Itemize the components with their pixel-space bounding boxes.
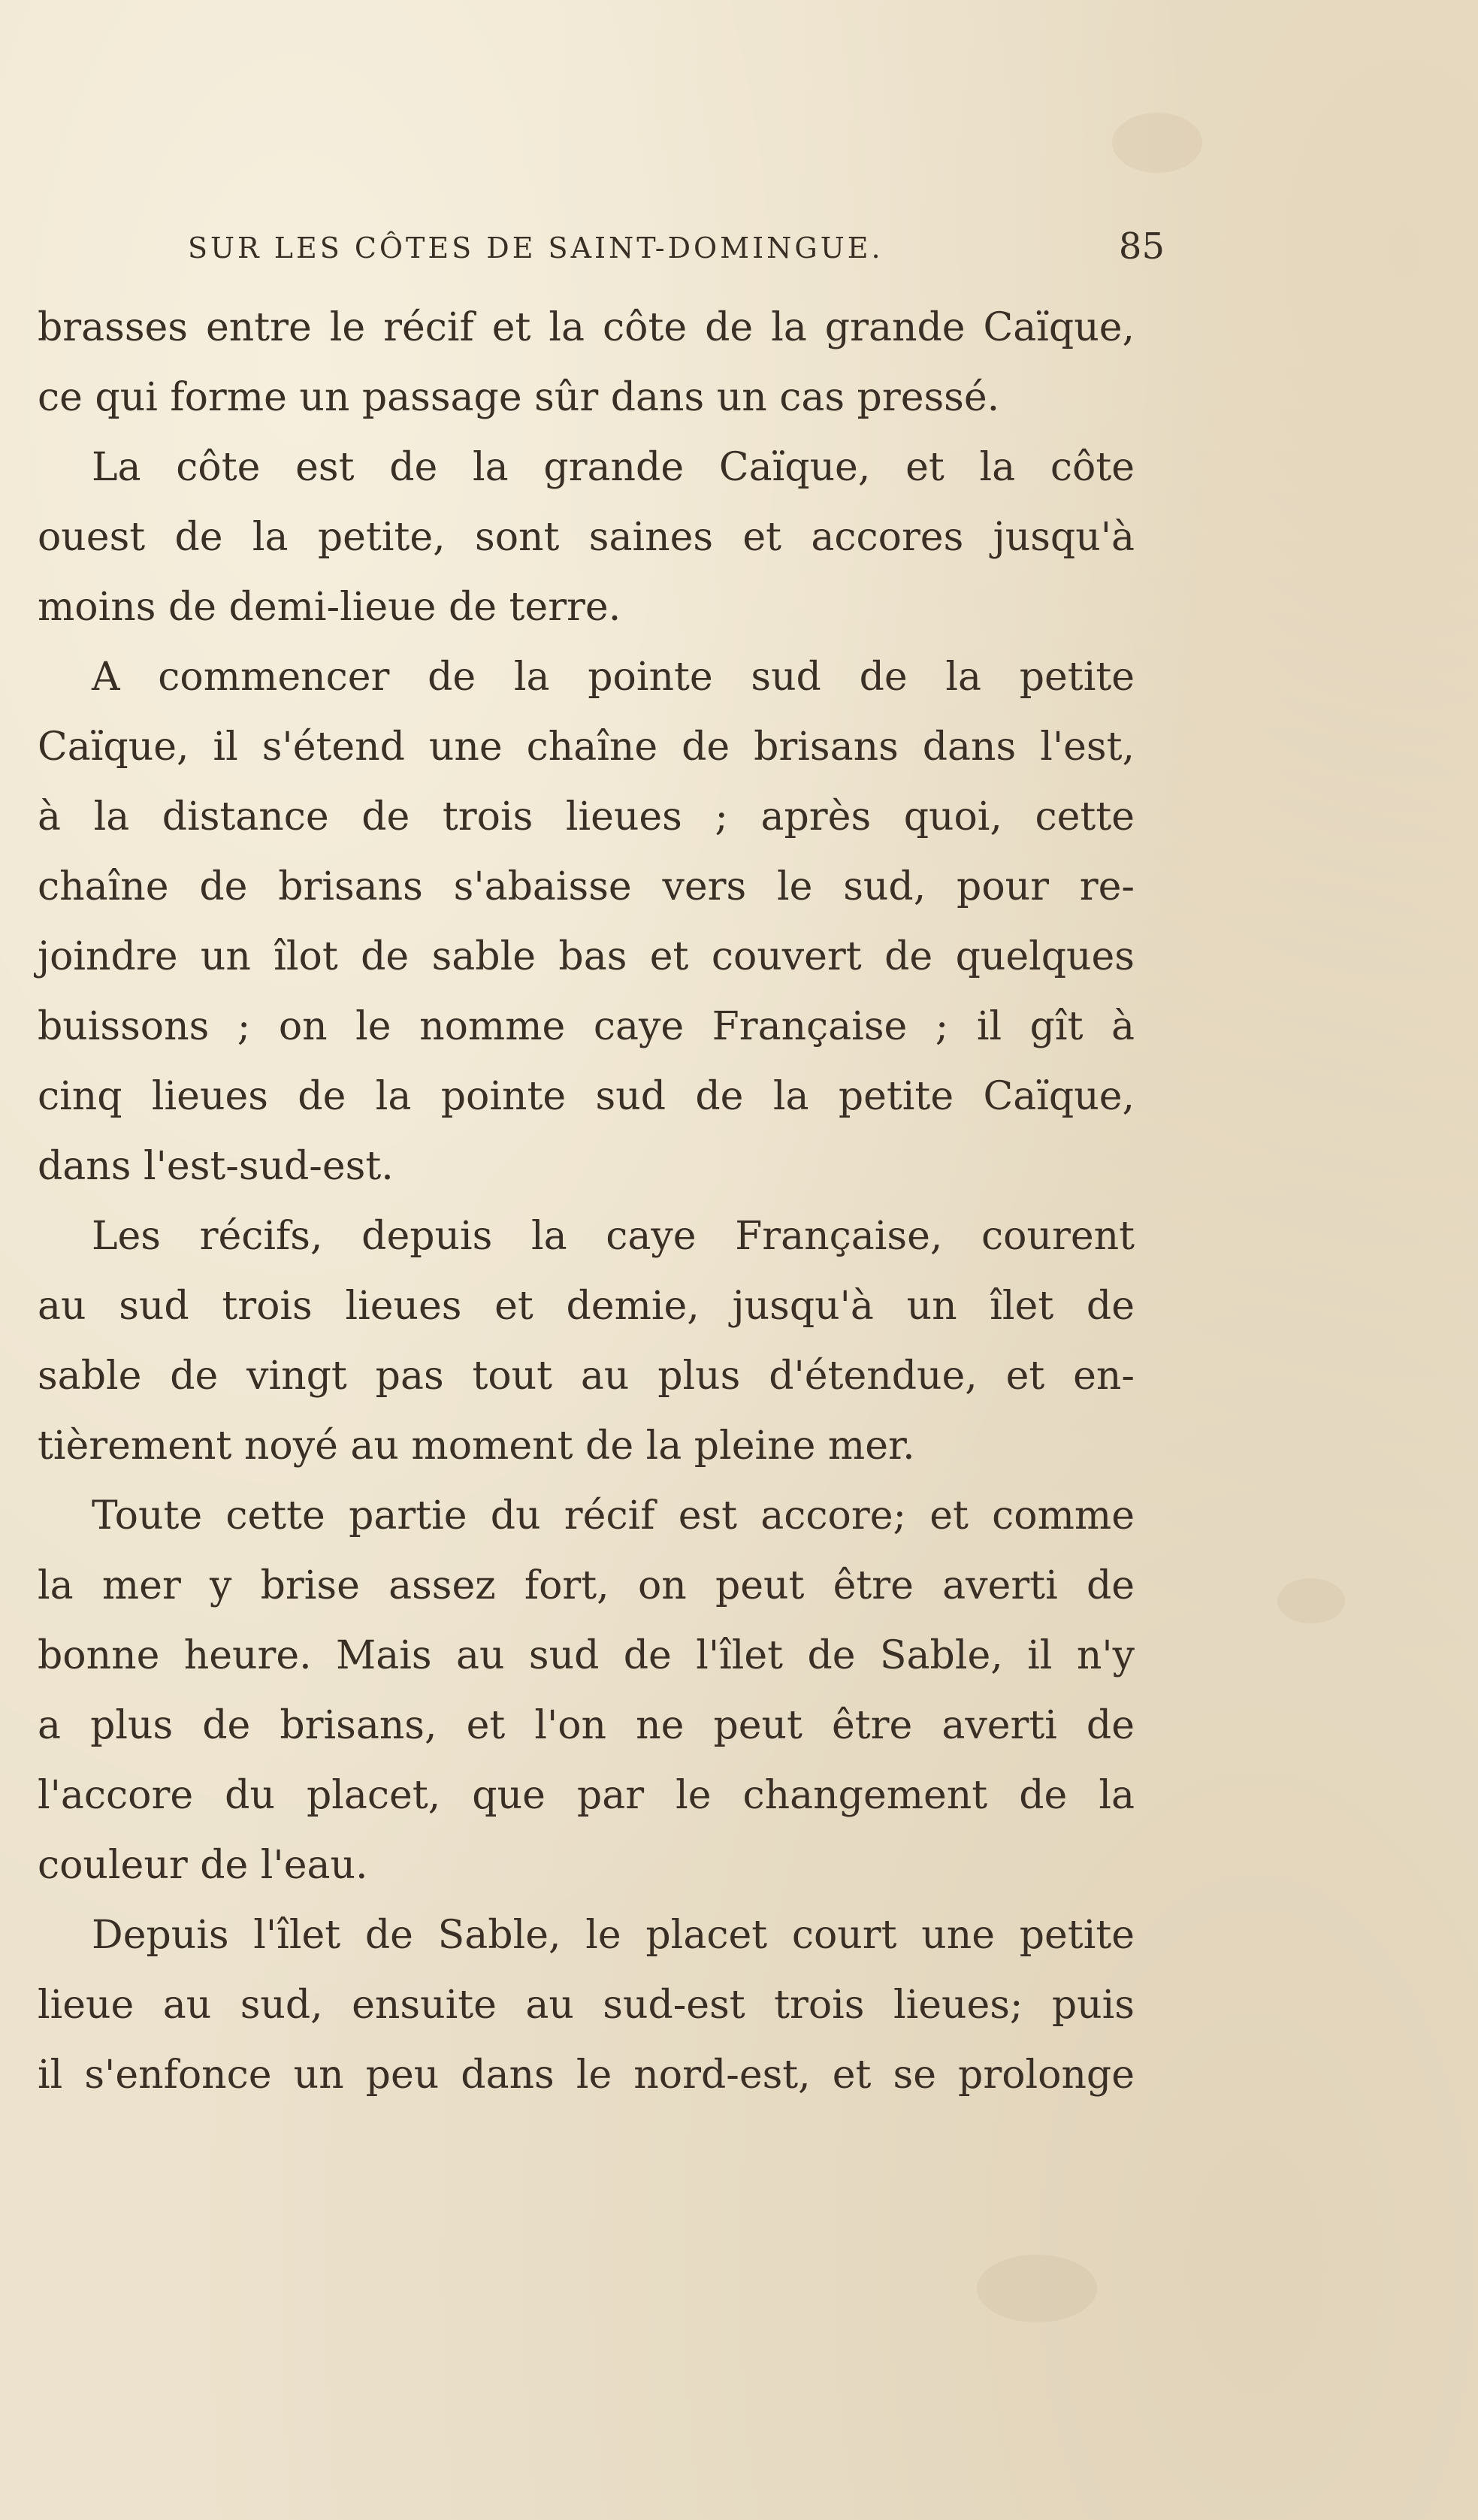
paragraph <box>38 433 1135 643</box>
text-line: joindre un îlot de sable bas et couvert de quelques <box>38 934 1135 979</box>
text-line: ce qui forme un passage sûr dans un cas pressé. <box>38 375 1000 420</box>
text-line: couleur de l'eau. <box>38 1843 368 1888</box>
paragraph <box>38 1481 1135 1901</box>
text-line: Toute cette partie du récif est accore; et comme <box>92 1493 1135 1538</box>
text-line: ouest de la petite, sont saines et accores jusqu'à <box>38 515 1135 560</box>
text-line: au sud trois lieues et demie, jusqu'à un îlet de <box>38 1284 1135 1329</box>
page-header <box>188 225 1165 278</box>
paper-stain <box>977 2255 1097 2322</box>
text-line: il s'enfonce un peu dans le nord-est, et se prolonge <box>38 2053 1135 2098</box>
paragraph <box>38 293 1135 433</box>
body-text <box>38 293 1135 2110</box>
paragraph <box>38 643 1135 1202</box>
paragraph <box>38 1901 1135 2110</box>
paper-stain <box>1112 113 1202 173</box>
text-line: à la distance de trois lieues ; après quoi, cette <box>38 794 1135 839</box>
text-line: Les récifs, depuis la caye Française, courent <box>92 1214 1135 1259</box>
text-line: cinq lieues de la pointe sud de la petite Caïque, <box>38 1074 1135 1119</box>
text-line: brasses entre le récif et la côte de la grande Caïque, <box>38 305 1135 350</box>
text-line: moins de demi-lieue de terre. <box>38 585 621 630</box>
text-line: bonne heure. Mais au sud de l'îlet de Sable, il n'y <box>38 1633 1135 1678</box>
running-head: SUR LES CÔTES DE SAINT-DOMINGUE. <box>188 231 884 265</box>
text-line: a plus de brisans, et l'on ne peut être averti de <box>38 1703 1135 1748</box>
paper-stain <box>1277 1578 1345 1623</box>
text-line: La côte est de la grande Caïque, et la côte <box>92 445 1135 490</box>
text-line: lieue au sud, ensuite au sud-est trois lieues; puis <box>38 1983 1135 2028</box>
text-line: chaîne de brisans s'abaisse vers le sud, pour re- <box>38 864 1135 909</box>
text-line: Depuis l'îlet de Sable, le placet court une petite <box>92 1913 1135 1958</box>
text-line: sable de vingt pas tout au plus d'étendue, et en- <box>38 1354 1135 1399</box>
text-line: A commencer de la pointe sud de la petite <box>92 655 1135 700</box>
page-number: 85 <box>1118 225 1165 268</box>
text-line: tièrement noyé au moment de la pleine mer. <box>38 1423 915 1469</box>
text-line: buissons ; on le nomme caye Française ; il gît à <box>38 1004 1135 1049</box>
text-line: dans l'est-sud-est. <box>38 1144 394 1189</box>
text-line: Caïque, il s'étend une chaîne de brisans dans l'est, <box>38 725 1135 770</box>
paragraph <box>38 1202 1135 1481</box>
text-line: l'accore du placet, que par le changement de la <box>38 1773 1135 1818</box>
text-line: la mer y brise assez fort, on peut être averti de <box>38 1563 1135 1608</box>
